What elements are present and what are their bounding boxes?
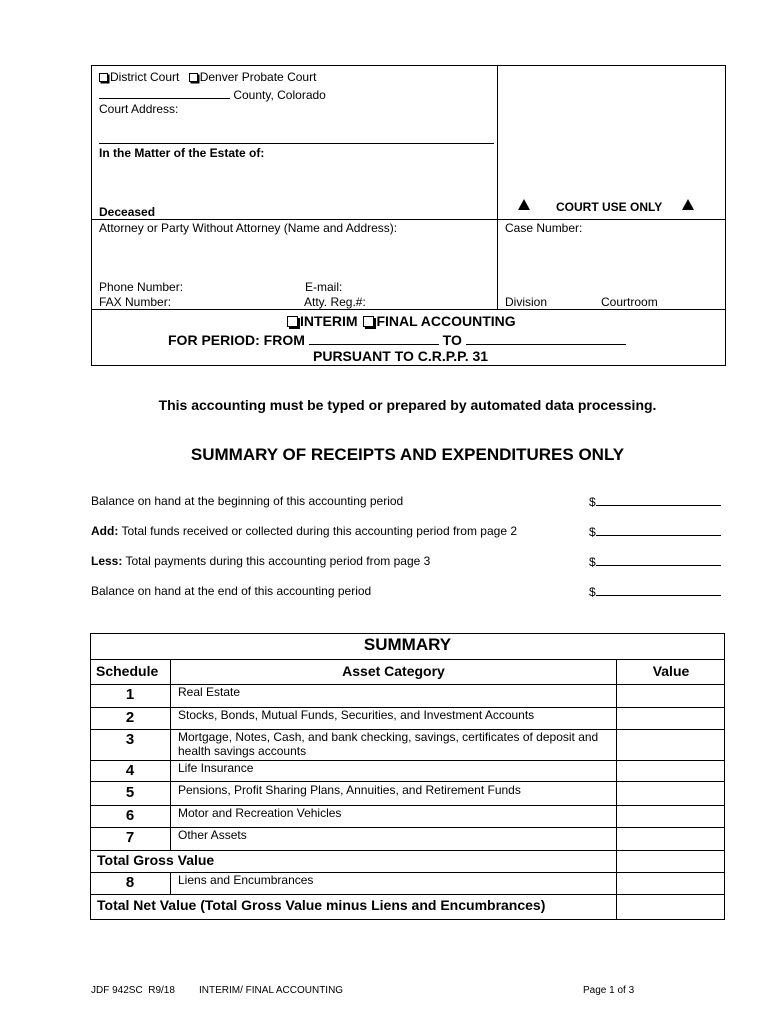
value-cell[interactable] xyxy=(617,685,725,707)
final-checkbox[interactable] xyxy=(363,316,374,327)
schedule-number: 2 xyxy=(125,709,135,726)
table-col-rule xyxy=(170,659,171,851)
balance-line-beginning xyxy=(91,494,403,508)
case-number-label: Case Number: xyxy=(505,221,583,235)
accounting-type xyxy=(287,313,516,329)
asset-category: Pensions, Profit Sharing Plans, Annuities, and Retirement Funds xyxy=(178,783,521,797)
table-col-rule xyxy=(170,872,171,895)
schedule-number: 7 xyxy=(125,829,135,846)
schedule-header: Schedule xyxy=(96,663,159,679)
asset-category: Other Assets xyxy=(178,828,247,842)
courtroom-label: Courtroom xyxy=(601,295,658,309)
court-use-only-label: COURT USE ONLY xyxy=(556,200,663,214)
deceased-label: Deceased xyxy=(99,205,156,219)
caption-row-divider-2 xyxy=(91,309,726,310)
form-id: JDF 942SC xyxy=(91,985,143,996)
estate-label: In the Matter of the Estate of: xyxy=(99,146,265,160)
instruction-text: This accounting must be typed or prepared by automated data processing. xyxy=(158,397,657,413)
court-options xyxy=(99,70,316,84)
phone-label: Phone Number: xyxy=(99,280,184,294)
up-triangle-right-icon xyxy=(682,199,694,210)
attorney-label: Attorney or Party Without Attorney (Name and Address): xyxy=(99,221,398,235)
asset-category: Life Insurance xyxy=(178,761,254,775)
asset-category: Real Estate xyxy=(178,685,241,699)
asset-category: Motor and Recreation Vehicles xyxy=(178,806,342,820)
value-cell[interactable] xyxy=(617,708,725,729)
amount-blank[interactable] xyxy=(596,494,721,506)
balance-amount-beginning xyxy=(589,494,721,509)
caption-vertical-divider xyxy=(497,65,498,310)
balance-line-text: Total payments during this accounting period from page 3 xyxy=(122,554,431,568)
balance-line-less xyxy=(91,554,430,568)
period-line xyxy=(168,331,626,348)
amount-blank[interactable] xyxy=(596,524,721,536)
total-net-label: Total Net Value (Total Gross Value minus Liens and Encumbrances) xyxy=(97,897,546,913)
schedule-number: 4 xyxy=(125,762,135,779)
value-cell[interactable] xyxy=(617,806,725,827)
county-blank[interactable] xyxy=(99,87,230,99)
amount-blank[interactable] xyxy=(596,584,721,596)
interim-checkbox[interactable] xyxy=(287,316,298,327)
amount-blank[interactable] xyxy=(596,554,721,566)
county-line xyxy=(99,87,326,102)
county-suffix: County, Colorado xyxy=(233,88,326,102)
balance-amount-add xyxy=(589,524,721,539)
district-court-label: District Court xyxy=(110,70,180,84)
asset-category: Mortgage, Notes, Cash, and bank checking, savings, certificates of deposit and health savings accounts xyxy=(178,730,599,758)
balance-line-text: Total funds received or collected during this accounting period from page 2 xyxy=(118,524,518,538)
value-header: Value xyxy=(652,663,690,679)
value-cell[interactable] xyxy=(617,828,725,850)
total-gross-label: Total Gross Value xyxy=(97,852,215,868)
table-rule xyxy=(90,659,725,660)
denver-probate-label: Denver Probate Court xyxy=(199,70,317,84)
period-to-label: TO xyxy=(442,332,462,348)
summary-table-title: SUMMARY xyxy=(363,635,452,654)
value-cell[interactable] xyxy=(617,782,725,805)
email-label: E-mail: xyxy=(305,280,343,294)
interim-label: INTERIM xyxy=(300,313,358,329)
form-revision: R9/18 xyxy=(148,985,175,996)
summary-heading: SUMMARY OF RECEIPTS AND EXPENDITURES ONLY xyxy=(190,445,625,464)
fax-label: FAX Number: xyxy=(99,295,172,309)
up-triangle-left-icon xyxy=(518,199,530,210)
balance-amount-less xyxy=(589,554,721,569)
schedule-number: 8 xyxy=(125,874,135,891)
final-label: FINAL ACCOUNTING xyxy=(376,313,516,329)
balance-line-end xyxy=(91,584,371,598)
value-cell[interactable] xyxy=(617,873,725,894)
caption-row-divider-1 xyxy=(91,219,726,220)
currency-sign: $ xyxy=(589,555,596,569)
asset-category-header: Asset Category xyxy=(342,663,445,679)
total-net-value[interactable] xyxy=(617,895,725,919)
add-prefix: Add: xyxy=(91,524,119,538)
balance-amount-end xyxy=(589,584,721,599)
balance-line-text: Balance on hand at the end of this accounting period xyxy=(91,584,372,598)
period-to-blank[interactable] xyxy=(466,331,626,345)
court-address-rule xyxy=(99,143,494,144)
footer-page: Page 1 of 3 xyxy=(583,985,635,996)
schedule-number: 1 xyxy=(125,686,135,703)
pursuant-label: PURSUANT TO C.R.P.P. 31 xyxy=(313,348,489,364)
court-address-label: Court Address: xyxy=(99,102,179,116)
period-from-blank[interactable] xyxy=(309,331,439,345)
balance-line-add xyxy=(91,524,517,538)
denver-probate-checkbox[interactable] xyxy=(189,73,198,82)
total-gross-value[interactable] xyxy=(617,851,725,872)
schedule-number: 6 xyxy=(125,807,135,824)
currency-sign: $ xyxy=(589,495,596,509)
asset-category: Liens and Encumbrances xyxy=(178,873,314,887)
footer-form-id xyxy=(91,985,175,996)
division-label: Division xyxy=(505,295,548,309)
atty-reg-label: Atty. Reg.#: xyxy=(304,295,366,309)
footer-form-name: INTERIM/ FINAL ACCOUNTING xyxy=(199,985,344,996)
less-prefix: Less: xyxy=(91,554,123,568)
value-cell[interactable] xyxy=(617,730,725,760)
currency-sign: $ xyxy=(589,525,596,539)
schedule-number: 3 xyxy=(125,731,135,748)
balance-line-text: Balance on hand at the beginning of this accounting period xyxy=(91,494,404,508)
period-from-label: FOR PERIOD: FROM xyxy=(168,332,305,348)
district-court-checkbox[interactable] xyxy=(99,73,108,82)
currency-sign: $ xyxy=(589,585,596,599)
asset-category: Stocks, Bonds, Mutual Funds, Securities, and Investment Accounts xyxy=(178,708,535,722)
schedule-number: 5 xyxy=(125,784,135,801)
value-cell[interactable] xyxy=(617,761,725,781)
